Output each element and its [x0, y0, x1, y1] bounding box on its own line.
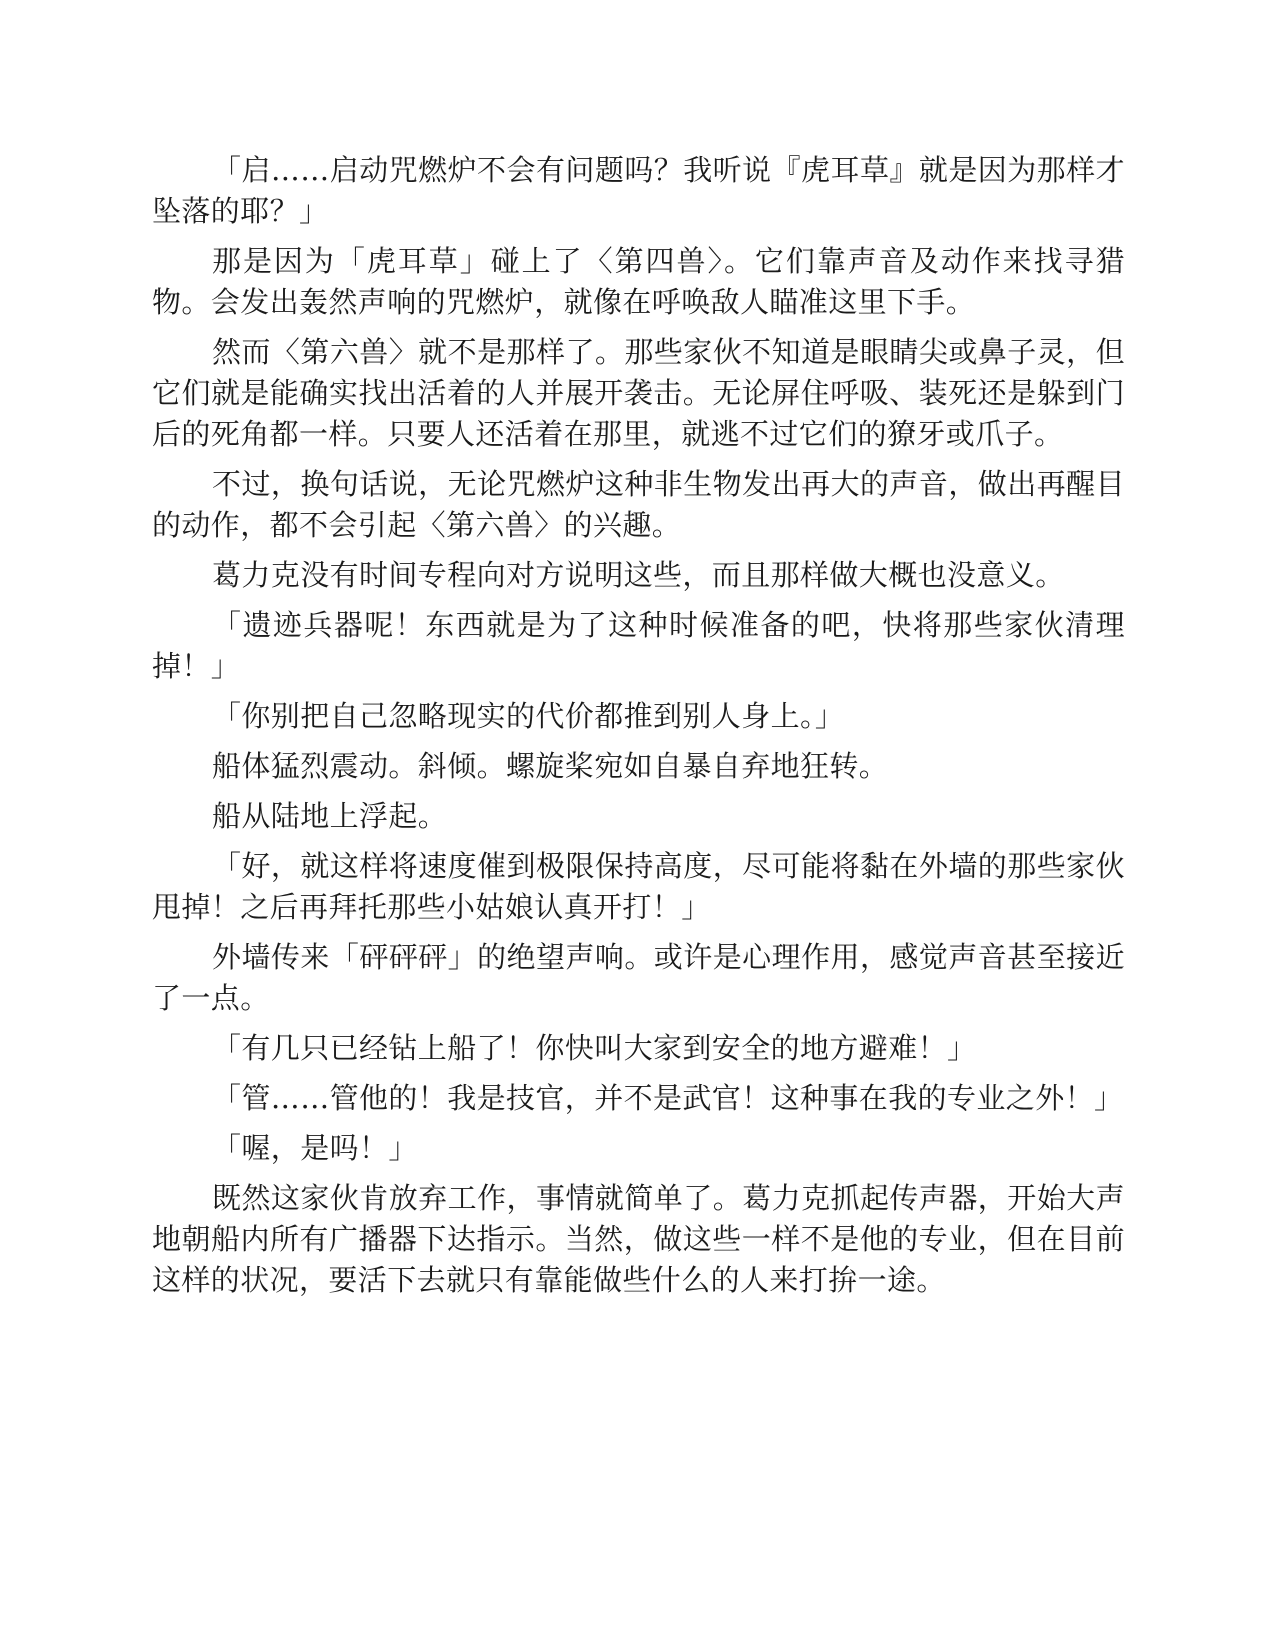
paragraph: 不过，换句话说，无论咒燃炉这种非生物发出再大的声音，做出再醒目的动作，都不会引起〈第六兽〉的兴趣。	[152, 467, 1125, 542]
paragraph: 「管……管他的！我是技官，并不是武官！这种事在我的专业之外！」	[212, 1081, 1124, 1115]
paragraph: 船体猛烈震动。斜倾。螺旋桨宛如自暴自弃地狂转。	[212, 749, 889, 783]
document-body	[152, 150, 1125, 1310]
paragraph: 葛力克没有时间专程向对方说明这些，而且那样做大概也没意义。	[212, 558, 1065, 592]
paragraph: 然而〈第六兽〉就不是那样了。那些家伙不知道是眼睛尖或鼻子灵，但它们就是能确实找出活着的人并展开袭击。无论屏住呼吸、装死还是躲到门后的死角都一样。只要人还活着在那里，就逃不过它们的獠牙或爪子。	[152, 335, 1125, 451]
paragraph: 那是因为「虎耳草」碰上了〈第四兽〉。它们靠声音及动作来找寻猎物。会发出轰然声响的咒燃炉，就像在呼唤敌人瞄准这里下手。	[152, 244, 1125, 319]
paragraph: 「遗迹兵器呢！东西就是为了这种时候准备的吧，快将那些家伙清理掉！」	[152, 608, 1125, 683]
paragraph: 「有几只已经钻上船了！你快叫大家到安全的地方避难！」	[212, 1031, 977, 1065]
paragraph: 「你别把自己忽略现实的代价都推到别人身上。」	[212, 699, 845, 733]
paragraph: 船从陆地上浮起。	[212, 799, 448, 833]
paragraph: 「好，就这样将速度催到极限保持高度，尽可能将黏在外墙的那些家伙甩掉！之后再拜托那些小姑娘认真开打！」	[152, 849, 1125, 924]
paragraph: 外墙传来「砰砰砰」的绝望声响。或许是心理作用，感觉声音甚至接近了一点。	[152, 940, 1125, 1015]
paragraph: 既然这家伙肯放弃工作，事情就简单了。葛力克抓起传声器，开始大声地朝船内所有广播器下达指示。当然，做这些一样不是他的专业，但在目前这样的状况，要活下去就只有靠能做些什么的人来打拚一途。	[152, 1181, 1125, 1297]
paragraph: 「喔，是吗！」	[212, 1131, 418, 1165]
paragraph: 「启……启动咒燃炉不会有问题吗？我听说『虎耳草』就是因为那样才坠落的耶？」	[152, 153, 1125, 228]
